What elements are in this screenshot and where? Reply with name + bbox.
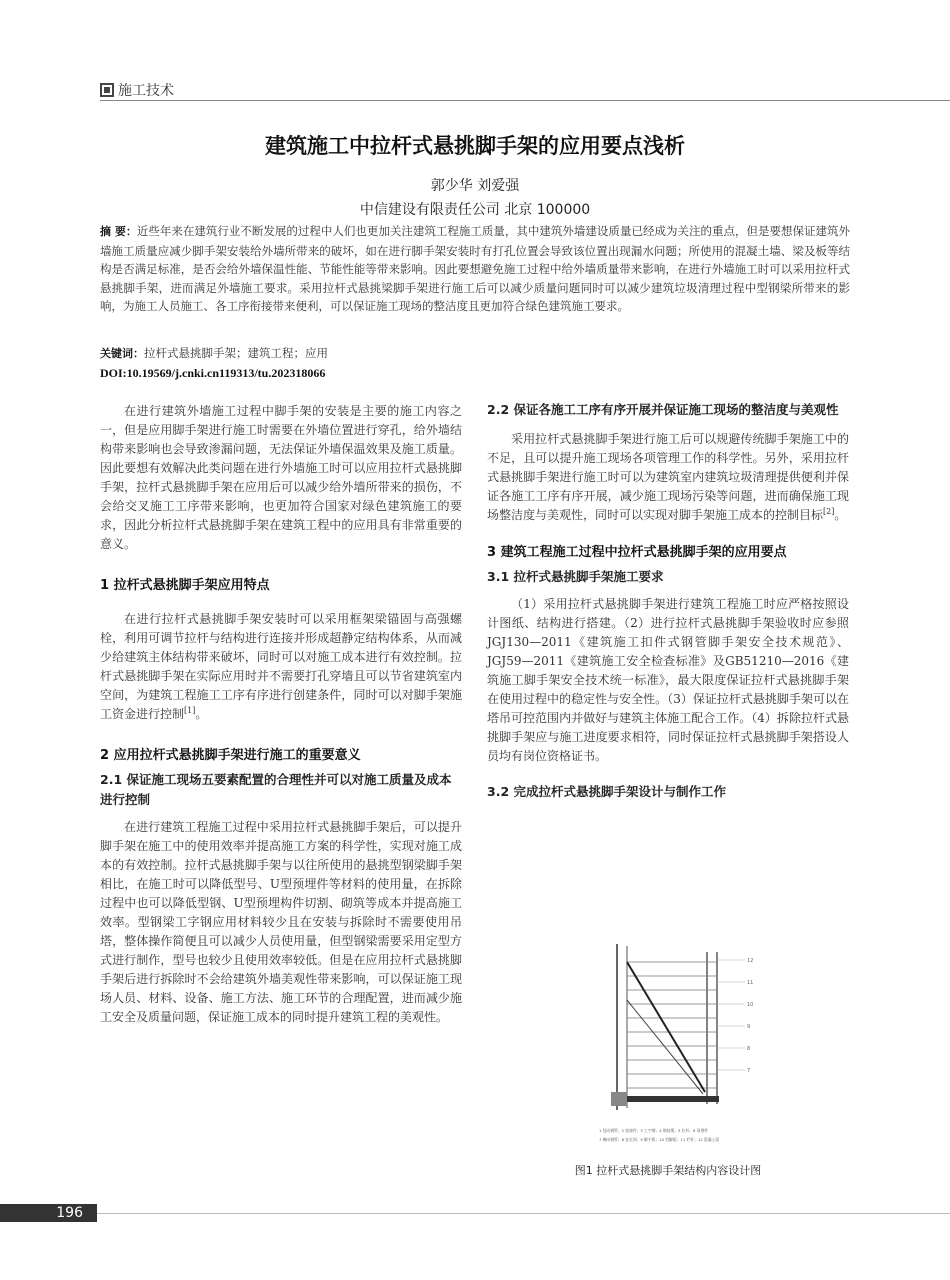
article-title: 建筑施工中拉杆式悬挑脚手架的应用要点浅析 xyxy=(265,134,685,158)
section-2-2-paragraph xyxy=(487,430,849,525)
figure-caption: 图1 拉杆式悬挑脚手架结构内容设计图 xyxy=(574,1164,762,1177)
section-name: 施工技术 xyxy=(118,83,174,99)
section-1-paragraph xyxy=(100,610,462,724)
abstract xyxy=(100,222,850,316)
section-2-1-heading: 2.1 保证施工现场五要素配置的合理性并可以对施工质量及成本进行控制 xyxy=(100,772,452,807)
figure-legend-2: 7 横向钢管；8 安全网；9 脚手板；10 挡脚板；11 栏杆；12 混凝土梁 xyxy=(599,1137,720,1142)
abstract-text: 近些年来在建筑行业不断发展的过程中人们也更加关注建筑工程施工质量，其中建筑外墙建设质量已经成为关注的重点，但是要想保证建筑外墙施工质量应减少脚手架安装给外墙所带来的破坏，如在进行脚手架安装时有打孔位置会导致该位置出现漏水问题；所使用的混凝土墙、梁及板等结构是否满足标准，是否会给外墙保温性能、节能性能等带来影响。因此要想避免施工过程中给外墙质量带来影响，在进行外墙施工时可以采用拉杆式悬挑脚手架，进而满足外墙施工要求。采用拉杆式悬挑梁脚手架进行施工后可以减少质量问题同时可以减少建筑垃圾清理过程中型钢梁所带来的影响，为施工人员施工、各工序衔接带来便利，可以保证施工现场的整洁度且更加符合绿色建筑施工要求。 xyxy=(100,224,850,313)
reference-1: [1] xyxy=(184,706,196,715)
section-2-heading: 2 应用拉杆式悬挑脚手架进行施工的重要意义 xyxy=(100,748,361,763)
authors: 郭少华 刘爱强 xyxy=(430,178,520,194)
keywords-label: 关键词： xyxy=(100,347,144,360)
affiliation: 中信建设有限责任公司 北京 100000 xyxy=(359,202,591,218)
section-2-2-text: 采用拉杆式悬挑脚手架进行施工后可以规避传统脚手架施工中的不足，且可以提升施工现场各项管理工作的科学性。另外，采用拉杆式悬挑脚手架进行施工时可以为建筑室内建筑垃圾清理提供便利并保证各施工工序有序开展，减少施工现场污染等问题，进而确保施工现场整洁度与美观性，同时可以实现对脚手架施工成本的控制目标 xyxy=(487,432,849,522)
left-column xyxy=(100,402,462,1027)
page-number: 196 xyxy=(0,1204,97,1222)
scaffold-diagram xyxy=(597,942,767,1148)
svg-text:9: 9 xyxy=(747,1024,751,1030)
keywords xyxy=(100,345,850,362)
figure-legend-1: 1 竖向钢管；2 连墙件；3 工字钢；4 钢丝绳；5 拉杆；6 预埋件 xyxy=(599,1128,709,1133)
section-3-2-heading: 3.2 完成拉杆式悬挑脚手架设计与制作工作 xyxy=(487,784,726,799)
svg-text:7: 7 xyxy=(747,1068,751,1074)
section-2-1-paragraph: 在进行建筑工程施工过程中采用拉杆式悬挑脚手架后，可以提升脚手架在施工中的使用效率并提高施工方案的科学性，实现对施工成本的有效控制。拉杆式悬挑脚手架与以往所使用的悬挑型钢梁脚手架相比，在施工时可以降低型号、U型预埋件等材料的使用量，在拆除过程中也可以降低型钢、U型预埋构件切割、砌筑等成本并提高施工效率。型钢梁工字钢应用材料较少且在安装与拆除时不需要使用吊塔，整体操作简便且可以减少人员使用量，但型钢梁需要采用定型方式进行制作，型号也较少且使用效率较低。但是在应用拉杆式悬挑脚手架后进行拆除时不会给建筑外墙美观性带来影响，可以保证施工现场人员、材料、设备、施工方法、施工环节的合理配置，进而减少施工安全及质量问题，保证施工成本的同时提升建筑工程的美观性。 xyxy=(100,820,462,1024)
reference-2: [2] xyxy=(823,507,835,516)
section-1-heading: 1 拉杆式悬挑脚手架应用特点 xyxy=(100,578,270,593)
section-1-text: 在进行拉杆式悬挑脚手架安装时可以采用框架梁锚固与高强螺栓，利用可调节拉杆与结构进行连接并形成超静定结构体系，从而减少给建筑主体结构带来破坏，同时可以对施工成本进行有效控制。拉杆式悬挑脚手架在实际应用时并不需要打孔穿墙且可以节省建筑室内空间，为建筑工程施工工序有序进行创建条件，同时可以对脚手架施工资金进行控制 xyxy=(100,612,462,721)
section-logo-icon xyxy=(100,83,114,97)
intro-paragraph: 在进行建筑外墙施工过程中脚手架的安装是主要的施工内容之一，但是应用脚手架进行施工时需要在外墙位置进行穿孔，给外墙结构带来影响也会导致渗漏问题，无法保证外墙保温效果及施工质量。因此要想有效解决此类问题在进行外墙施工时可以应用拉杆式悬挑脚手架，拉杆式悬挑脚手架在应用后可以减少给外墙所带来的损伤，不会给交叉施工工序带来影响，也更加符合国家对绿色建筑施工的要求，因此分析拉杆式悬挑脚手架在建筑工程中的应用具有非常重要的意义。 xyxy=(100,404,462,551)
svg-text:8: 8 xyxy=(747,1046,751,1052)
journal-section-header xyxy=(100,80,174,100)
svg-text:12: 12 xyxy=(747,958,754,964)
doi: DOI:10.19569/j.cnki.cn119313/tu.202318066 xyxy=(100,366,326,380)
right-column xyxy=(487,400,849,802)
footer-rule xyxy=(97,1213,950,1214)
scaffold-structure-figure xyxy=(597,942,767,1148)
header-rule xyxy=(100,100,950,101)
svg-text:10: 10 xyxy=(747,1002,754,1008)
abstract-label: 摘 要： xyxy=(100,225,137,238)
section-3-1-heading: 3.1 拉杆式悬挑脚手架施工要求 xyxy=(487,569,664,584)
section-3-heading: 3 建筑工程施工过程中拉杆式悬挑脚手架的应用要点 xyxy=(487,545,787,560)
section-3-1-paragraph: （1）采用拉杆式悬挑脚手架进行建筑工程施工时应严格按照设计图纸、结构进行搭建。（2）进行拉杆式悬挑脚手架验收时应参照JGJ130—2011《建筑施工扣件式钢管脚手架安全技术规范》、JGJ59—2011《建筑施工安全检查标准》及GB51210—2016《建筑施工脚手架安全技术统一标准》，最大限度保证拉杆式悬挑脚手架在使用过程中的稳定性与安全性。（3）保证拉杆式悬挑脚手架可以在塔吊可控范围内并做好与建筑主体施工配合工作。（4）拆除拉杆式悬挑脚手架应与施工进度要求相符，同时保证拉杆式悬挑脚手架搭设人员均有岗位资格证书。 xyxy=(487,597,849,763)
keywords-text: 拉杆式悬挑脚手架；建筑工程；应用 xyxy=(144,346,328,360)
section-2-2-heading: 2.2 保证各施工工序有序开展并保证施工现场的整洁度与美观性 xyxy=(487,402,839,417)
section-2-2-end: 。 xyxy=(834,508,847,522)
svg-text:11: 11 xyxy=(747,980,754,986)
section-1-end: 。 xyxy=(195,707,208,721)
